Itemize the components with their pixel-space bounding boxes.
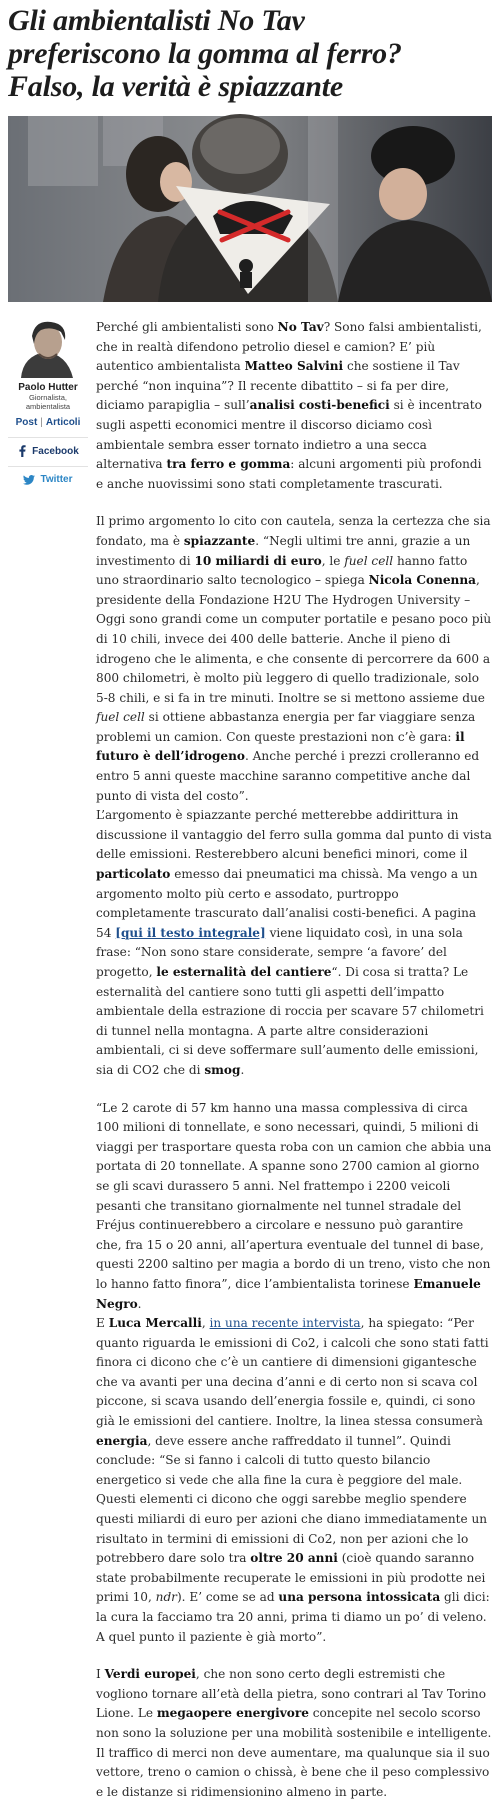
paragraph-1	[96, 318, 492, 494]
author-post-link[interactable]: Post	[15, 417, 38, 428]
author-name[interactable]: Paolo Hutter	[18, 382, 78, 393]
text: “. Di cosa si tratta? Le esternalità del cantiere sono tutti gli aspetti dell’impatto ambientale della estrazione di roccia per scavare 57 chilometri di tunnel nella montagna. A parte altre considerazioni ambientali, ci si deve soffermare sull’aumento delle emissioni, sia di CO2 che di	[96, 965, 484, 1077]
italic-fuel-cell: fuel cell	[344, 553, 394, 568]
text: .	[240, 1062, 245, 1077]
article-headline	[8, 4, 492, 103]
emphasis-luca-mercalli: Luca Mercalli	[108, 1316, 202, 1331]
full-text-link[interactable]: [qui il testo integrale]	[115, 925, 266, 940]
twitter-share-button[interactable]	[8, 466, 88, 485]
emphasis-megaopere-energivore: megaopere energivore	[156, 1706, 309, 1721]
headline-line-3: Falso, la verità è spiazzante	[8, 70, 344, 103]
emphasis-analisi-costi-benefici: analisi costi-benefici	[249, 398, 390, 413]
emphasis-verdi-europei: Verdi europei	[104, 1667, 196, 1682]
facebook-label: Facebook	[32, 445, 79, 457]
italic-fuel-cell: fuel cell	[96, 710, 145, 725]
emphasis-no-tav: No Tav	[277, 320, 324, 334]
text: L’argomento è spiazzante perché metterebbe addirittura in discussione il vantaggio del ferro sulla gomma dal punto di vista delle emissioni. Resterebbero alcuni benefici minori, come il	[96, 808, 492, 862]
text: . “Negli ultimi tre anni, grazie a un investimento di	[96, 533, 471, 568]
text: ,	[201, 1316, 210, 1331]
text: (cioè quando saranno state probabilmente recuperate le emissioni in più prodotte nei primi 10,	[96, 1551, 486, 1605]
emphasis-particolato: particolato	[96, 867, 171, 882]
emphasis-smog: smog	[204, 1062, 241, 1077]
italic-ndr: ndr	[155, 1590, 177, 1605]
text: , che non sono certo degli estremisti che vogliono tornare all’età della pietra, sono contrari al Tav Torino Lione. Le	[96, 1667, 486, 1721]
author-role	[8, 393, 88, 411]
text: E	[96, 1316, 109, 1331]
headline-line-2: preferiscono la gomma al ferro?	[8, 37, 402, 70]
twitter-label: Twitter	[40, 474, 73, 485]
paragraph-6	[96, 1665, 492, 1802]
emphasis-persona-intossicata: una persona intossicata	[278, 1590, 441, 1605]
hero-photo	[8, 116, 492, 302]
author-articles-link[interactable]: Articoli	[45, 417, 81, 428]
text: . Anche perché i prezzi crolleranno ed entro 5 anni queste macchine saranno competitive anche dal punto di vista del costo”.	[96, 749, 480, 803]
emphasis-spiazzante: spiazzante	[183, 533, 256, 548]
twitter-icon	[23, 475, 35, 485]
text: viene liquidato così, in una sola frase: “Non sono stare considerate, sempre ‘a favore’ del progetto,	[96, 925, 463, 979]
text: , ha spiegato: “Per quanto riguarda le emissioni di Co2, i calcoli che sono stati fatti finora ci dicono che c’è un cantiere di dimensioni gigantesche che va avanti per una decina d’anni e di certo non si scava col piccone, si scava usando dell’energia fossile e, quindi, ci sono già le emissioni del cantiere. Inoltre, la linea stessa consumerà	[96, 1316, 489, 1429]
protest-photo-illustration	[8, 116, 492, 302]
emphasis-10-miliardi: 10 miliardi di euro	[194, 553, 322, 568]
author-box	[8, 318, 88, 485]
author-role-line-2: ambientalista	[25, 402, 71, 411]
text: : alcuni argomenti più profondi e anche nuovissimi sono stati completamente trascurati.	[96, 457, 482, 491]
emphasis-matteo-salvini: Matteo Salvini	[244, 359, 344, 374]
headline-line-1: Gli ambientalisti No Tav	[8, 4, 305, 37]
avatar[interactable]	[15, 318, 81, 378]
text: concepite nel secolo scorso non sono la soluzione per una mobilità sostenibile e intelligente. Il traffico di merci non deve aumentare, ma qualunque sia il suo vettore, treno o camion o chissà, è bene che il peso complessivo e le distanze si ridimensionino almeno in parte.	[96, 1706, 492, 1799]
text: “Le 2 carote di 57 km hanno una massa complessiva di circa 100 milioni di tonnellate, e sono necessari, quindi, 5 milioni di viaggi per trasportare questa roba con un camion che abbia una portata di 20 tonnellate. A spanne sono 2700 camion al giorno se gli scavi durassero 5 anni. Nel frattempo i 2200 veicoli pesanti che transitano giornalmente nel tunnel stradale del Fréjus continuerebbero a circolare e nessuno può garantire che, fra 15 o 20 anni, all’apertura eventuale del tunnel di base, questi 2200 saltino per magia a bordo di un treno, visto che non lo hanno fatto finora”, dice l’ambientalista torinese	[96, 1100, 492, 1291]
emphasis-emanuele-negro: Emanuele Negro	[96, 1276, 481, 1311]
text: Il primo argomento lo cito con cautela, senza la certezza che sia fondato, ma è	[96, 514, 491, 548]
emphasis-tra-ferro-e-gomma: tra ferro e gomma	[166, 457, 291, 472]
paragraph-3	[96, 806, 492, 1080]
text: si è incentrato sugli aspetti economici mentre il discorso diciamo così ambientale sembra esser tornato indietro a una secca alternativa	[96, 398, 482, 472]
text: che sostiene il Tav perché “non inquina”? Il recente dibattito – si fa per dire, diciamo parapiglia – sull’	[96, 359, 460, 413]
emphasis-energia: energia	[96, 1433, 148, 1448]
text: ). E’ come se ad	[176, 1590, 279, 1605]
emphasis-esternalita-cantiere: le esternalità del cantiere	[156, 965, 332, 979]
article-body	[96, 318, 492, 1820]
emphasis-oltre-20-anni: oltre 20 anni	[250, 1551, 338, 1566]
text: , presidente della Fondazione H2U The Hydrogen University – Oggi sono grandi come un computer portatile e pesano poco più di 10 chili, invece dei 400 delle batterie. Anche il pieno di idrogeno che le alimenta, e che consente di percorrere da 600 a 800 chilometri, è molto più leggero di quello tradizionale, solo 5-8 chili, e si fa in tre minuti. Inoltre se si mettono assieme due	[96, 573, 492, 705]
text: hanno fatto uno straordinario salto tecnologico – spiega	[96, 553, 468, 588]
text: .	[137, 1296, 142, 1311]
interview-link[interactable]: in una recente intervista	[209, 1316, 361, 1331]
author-role-line-1: Giornalista,	[29, 393, 67, 402]
text: ? Sono falsi ambientalisti, che in realtà difendono petrolio diesel e camion? E’ più autentico ambientalista	[96, 320, 482, 374]
text: , deve essere anche raffreddato il tunnel”. Quindi conclude: “Se si fanno i calcoli di tutto questo bilancio energetico si vede che alla fine la cura è peggiore del male. Questi elementi ci dicono che oggi sarebbe meglio spendere questi miliardi di euro per azioni che diano immediatamente un risultato in termini di emissioni di Co2, non per azioni che lo potrebbero dare solo tra	[96, 1433, 488, 1566]
author-links	[8, 417, 88, 428]
text: Perché gli ambientalisti sono	[96, 320, 278, 334]
facebook-share-button[interactable]	[8, 437, 88, 457]
emphasis-nicola-conenna: Nicola Conenna	[368, 573, 476, 588]
link-separator: |	[40, 417, 43, 428]
facebook-icon	[17, 445, 27, 457]
text: emesso dai pneumatici ma chissà. Ma vengo a un argomento molto più certo e assodato, purtroppo completamente trascurato dall’analisi costi-benefici. A pagina 54	[96, 867, 478, 940]
paragraph-5	[96, 1314, 492, 1647]
text: I	[96, 1667, 105, 1682]
text: gli dici: la cura la facciamo tra 20 anni, prima ti diamo un po’ di veleno. A quel punto il paziente è già morto”.	[96, 1590, 490, 1644]
paragraph-2	[96, 512, 492, 806]
emphasis-futuro-idrogeno: il futuro è dell’idrogeno	[96, 729, 465, 764]
text: si ottiene abbastanza energia per far viaggiare senza problemi un camion. Con queste prestazioni non c’è gara:	[96, 710, 476, 744]
text: , le	[321, 553, 345, 568]
paragraph-4-quote	[96, 1099, 492, 1315]
